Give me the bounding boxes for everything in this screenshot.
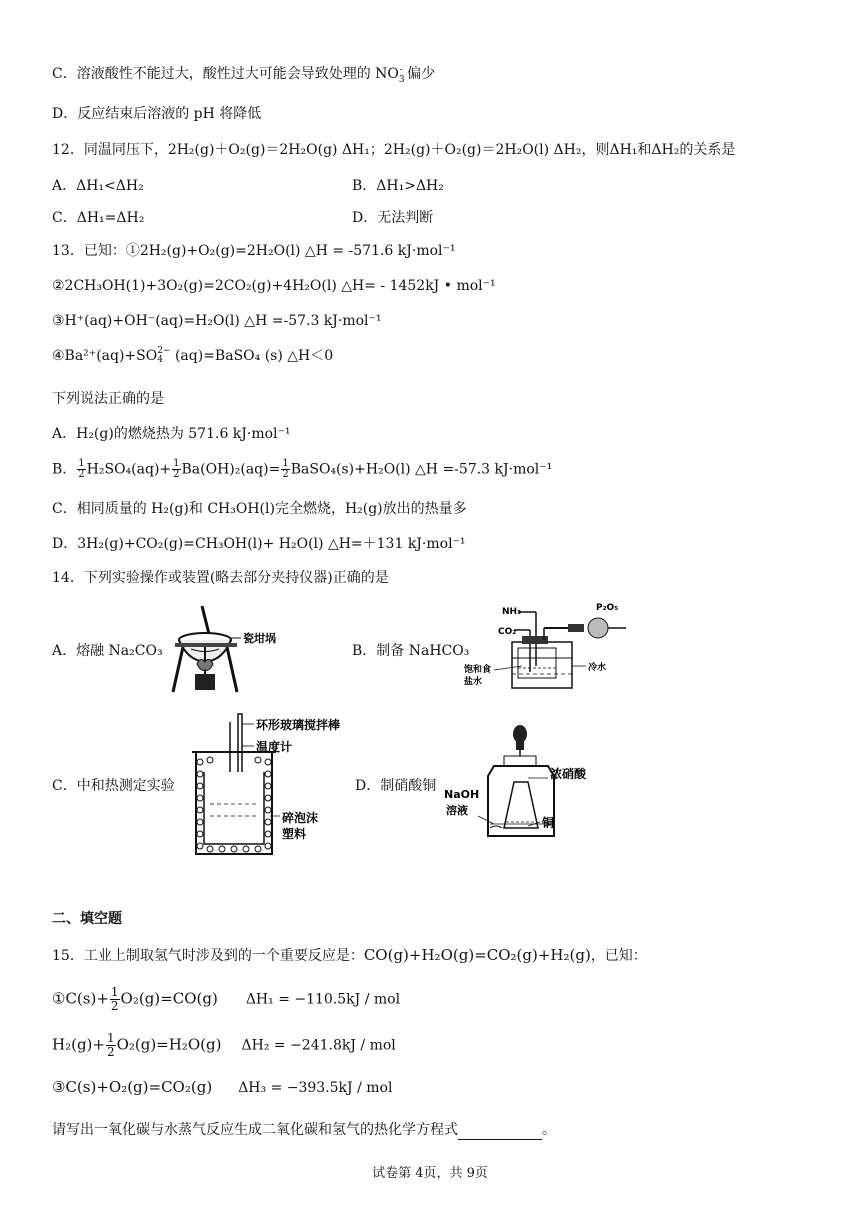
label-brine-1: 饱和食: [464, 665, 492, 675]
q14-option-a: A．熔融 Na₂CO₃: [52, 643, 163, 659]
label-thermometer: 温度计: [256, 740, 293, 754]
q15-equation-3: ③C(s)+O₂(g)=CO₂(g) ΔH₃ = −393.5kJ / mol: [52, 1078, 393, 1096]
q13-option-d: D．3H₂(g)+CO₂(g)=CH₃OH(l)+ H₂O(l) △H=＋131 kJ·mol⁻¹: [52, 536, 466, 552]
answer-blank[interactable]: [458, 1125, 542, 1140]
label-nh3: NH₃: [502, 607, 522, 617]
figure-a-crucible-apparatus: [165, 604, 285, 696]
label-p2o5: P₂O₅: [596, 603, 619, 613]
section-title: 二、填空题: [52, 911, 122, 927]
label-brine-2: 盐水: [464, 677, 483, 687]
fraction-half: $\frac{1}{2}$: [78, 458, 85, 480]
q13-equation-2: ②2CH₃OH(1)+3O₂(g)=2CO₂(g)+4H₂O(l) △H= - 1452kJ • mol⁻¹: [52, 278, 496, 294]
figure-b-nahco3-apparatus: [460, 600, 630, 696]
label-stirrer: 环形玻璃搅拌棒: [256, 718, 341, 732]
q15-question: 请写出一氧化碳与水蒸气反应生成二氧化碳和氢气的热化学方程式 。: [52, 1122, 556, 1138]
q12-option-a: A．ΔH₁<ΔH₂: [52, 178, 144, 194]
figure-c-calorimeter: [190, 712, 360, 860]
label-co2: CO₂: [498, 627, 517, 637]
q15-stem: 15．工业上制取氢气时涉及到的一个重要反应是：CO(g)+H₂O(g)=CO₂(g)+H₂(g)，已知：: [52, 946, 647, 964]
q13-equation-4: ④Ba²⁺(aq)+SO 2− 4 (aq)=BaSO₄ (s) △H＜0: [52, 346, 334, 365]
q12-option-d: D．无法判断: [352, 210, 434, 226]
q11-option-d: D．反应结束后溶液的 pH 将降低: [52, 106, 262, 122]
q14-option-b: B．制备 NaHCO₃: [352, 643, 470, 659]
q12-option-b: B．ΔH₁>ΔH₂: [352, 178, 444, 194]
q14-option-d: D．制硝酸铜: [355, 778, 437, 794]
q12-option-c: C．ΔH₁=ΔH₂: [52, 210, 145, 226]
fraction-half: $\frac{1}{2}$: [282, 458, 289, 480]
q13-prompt: 下列说法正确的是: [52, 391, 164, 407]
label-naoh: NaOH: [444, 788, 480, 801]
fraction-half: $\frac{1}{2}$: [173, 458, 180, 480]
q13-option-b: B． $\frac{1}{2}$ H₂SO₄(aq)+ $\frac{1}{2}$ Ba(OH)₂(aq)= $\frac{1}{2}$ BaSO₄(s)+H₂O(l) △H =-57.3 kJ·mol⁻¹: [52, 458, 553, 480]
figure-d-copper-nitrate-apparatus: [444, 724, 610, 842]
q13-option-a: A．H₂(g)的燃烧热为 571.6 kJ·mol⁻¹: [52, 426, 291, 442]
q13-option-c: C．相同质量的 H₂(g)和 CH₃OH(l)完全燃烧，H₂(g)放出的热量多: [52, 501, 467, 517]
label-crucible: 瓷坩埚: [243, 632, 276, 645]
q12-stem: 12．同温同压下，2H₂(g)＋O₂(g)＝2H₂O(g) ΔH₁；2H₂(g)＋O₂(g)＝2H₂O(l) ΔH₂，则ΔH₁和ΔH₂的关系是: [52, 142, 736, 158]
q14-stem: 14．下列实验操作或装置(略去部分夹持仪器)正确的是: [52, 570, 389, 586]
q14-option-c: C．中和热测定实验: [52, 778, 175, 794]
q13-stem: 13．已知：①2H₂(g)+O₂(g)=2H₂O(l) △H = -571.6 kJ·mol⁻¹: [52, 243, 456, 259]
q15-equation-1: ①C(s)+ $\frac{1}{2}$ O₂(g)=CO(g) ΔH₁ = −110.5kJ / mol: [52, 985, 401, 1013]
q15-equation-2: H₂(g)+ $\frac{1}{2}$ O₂(g)=H₂O(g) ΔH₂ = −241.8kJ / mol: [52, 1031, 396, 1059]
fraction-half: $\frac{1}{2}$: [106, 1031, 115, 1059]
label-foam-2: 塑料: [282, 827, 307, 841]
label-conc-nitric-acid: 浓硝酸: [550, 767, 587, 781]
fraction-half: $\frac{1}{2}$: [110, 985, 119, 1013]
label-foam-1: 碎泡沫: [282, 811, 319, 825]
label-solution: 溶液: [446, 804, 468, 817]
q13-equation-3: ③H⁺(aq)+OH⁻(aq)=H₂O(l) △H =-57.3 kJ·mol⁻¹: [52, 313, 382, 329]
q11-option-c: C．溶液酸性不能过大，酸性过大可能会导致处理的 $NO_3^-$ 偏少: [52, 65, 436, 85]
page-footer: 试卷第 4页，共 9页: [372, 1166, 488, 1181]
label-copper: 铜: [542, 816, 555, 830]
label-cold-water: 冷水: [588, 663, 607, 673]
